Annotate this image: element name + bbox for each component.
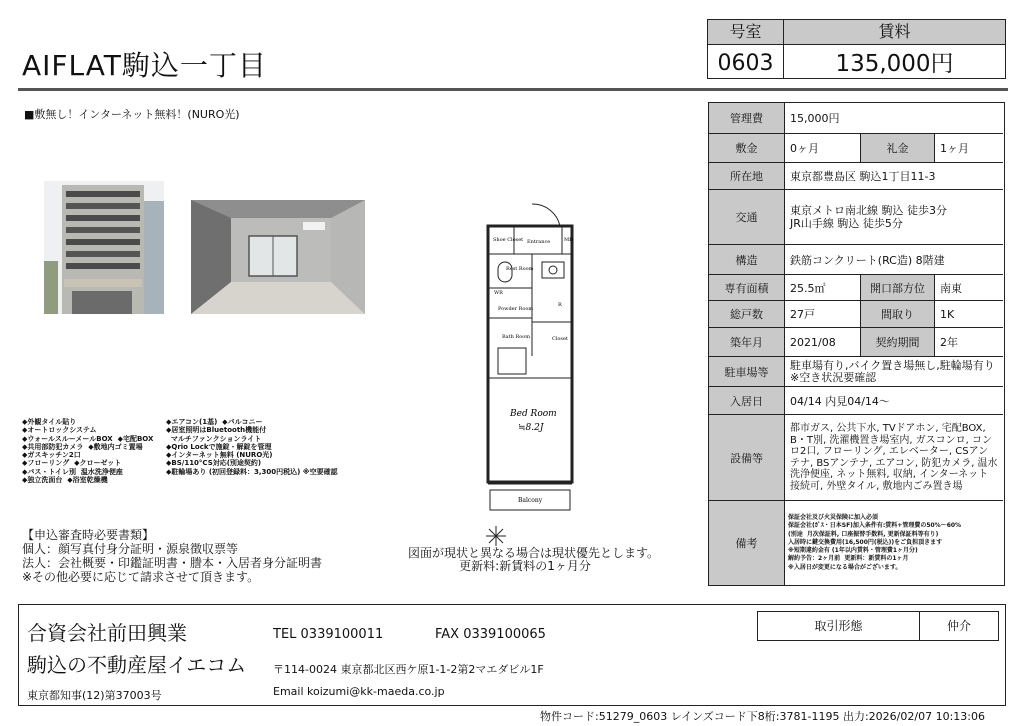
transaction-box xyxy=(757,611,999,641)
direction-label: 開口部方位 xyxy=(861,275,935,300)
transport-label: 交通 xyxy=(709,190,785,244)
fp-closet: Closet xyxy=(552,336,568,342)
built-label: 築年月 xyxy=(709,328,785,356)
tel-number: TEL 0339100011 xyxy=(273,627,384,642)
company-name: 合資会社前田興業 xyxy=(27,621,187,645)
title-divider xyxy=(18,88,1008,91)
fp-powder-room: Powder Room xyxy=(498,306,534,312)
company-email: Email koizumi@kk-maeda.co.jp xyxy=(273,685,445,698)
area-value: 25.5㎡ xyxy=(785,275,861,300)
layout-label: 間取り xyxy=(861,301,935,327)
layout-value: 1K xyxy=(940,307,955,321)
company-subtitle: 駒込の不動産屋イエコム xyxy=(27,653,247,677)
catch-copy: ■敷無し！インターネット無料！(NURO光) xyxy=(24,108,240,121)
row-kanrihi xyxy=(709,103,1003,134)
movein-label: 入居日 xyxy=(709,387,785,414)
company-address: 〒114-0024 東京都北区西ケ原1-1-2第2マエダビル1F xyxy=(273,663,544,676)
fp-bed-room: Bed Room xyxy=(510,409,557,419)
room-value: 0603 xyxy=(717,51,774,76)
rent-value: 135,000円 xyxy=(835,51,954,77)
structure-value: 鉄筋コンクリート(RC造) 8階建 xyxy=(790,253,945,267)
row-movein xyxy=(709,387,1003,415)
fp-rest-room: Rest Room xyxy=(506,266,534,272)
fp-balcony: Balcony xyxy=(518,497,543,504)
area-label: 専有面積 xyxy=(709,275,785,300)
required-documents: 【申込審査時必要書類】 個人：顔写真付身分証明・源泉徴収票等 法人：会社概要・印鑑証明書・謄本・入居者身分証明書 ※その他必要に応じて請求させて頂きます。 xyxy=(22,528,323,584)
reikin-label: 礼金 xyxy=(861,134,935,162)
direction-value: 南東 xyxy=(940,281,962,295)
row-structure xyxy=(709,245,1003,275)
address-label: 所在地 xyxy=(709,163,785,189)
parking-value: 駐車場有り,バイク置き場無し,駐輪場有り ※空き状況要確認 xyxy=(790,358,995,384)
room-label: 号室 xyxy=(708,20,783,45)
parking-label: 駐車場等 xyxy=(709,357,785,386)
shikikin-label: 敷金 xyxy=(709,134,785,162)
building-photo xyxy=(44,181,164,314)
fp-bed-room-size: ≒8.2J xyxy=(518,423,544,433)
property-title: AIFLAT駒込一丁目 xyxy=(22,49,267,82)
contract-label: 契約期間 xyxy=(861,328,935,356)
building-illustration xyxy=(44,181,164,314)
built-value: 2021/08 xyxy=(785,328,861,356)
transaction-label: 取引形態 xyxy=(758,612,920,640)
kanrihi-value: 15,000円 xyxy=(790,112,840,125)
property-info-table xyxy=(708,102,1005,586)
contract-value: 2年 xyxy=(940,336,958,349)
room-illustration xyxy=(191,200,365,314)
units-label: 総戸数 xyxy=(709,301,785,327)
fax-number: FAX 0339100065 xyxy=(435,627,546,642)
floor-plan xyxy=(480,196,580,514)
movein-value: 04/14 内見04/14～ xyxy=(790,394,890,408)
floor-plan-drawing xyxy=(480,196,580,514)
rent-label: 賃料 xyxy=(784,20,1005,45)
room-photo xyxy=(191,200,365,314)
company-footer xyxy=(18,604,1006,706)
transaction-value: 仲介 xyxy=(946,619,971,633)
address-value: 東京都豊島区 駒込1丁目11-3 xyxy=(790,170,936,183)
fp-shoe-closet: Shoe Closet xyxy=(493,237,524,243)
kanrihi-label: 管理費 xyxy=(709,103,785,133)
structure-label: 構造 xyxy=(709,245,785,274)
units-value: 27戸 xyxy=(785,301,861,327)
row-built xyxy=(709,328,1003,357)
fp-r: R xyxy=(558,302,562,308)
row-shikikin xyxy=(709,134,1003,163)
fp-wr: WR xyxy=(494,290,503,296)
notice: 図面が現状と異なる場合は現状優先とします。 更新料:新賃料の1ヶ月分 xyxy=(408,546,660,573)
row-parking xyxy=(709,357,1003,387)
row-address xyxy=(709,163,1003,190)
features-left: ◆外観タイル貼り ◆オートロックシステム ◆ウォールスルーメールBOX ◆宅配BOX ◆共用部防犯カメラ ◆敷地内ゴミ置場 ◆ガスキッチン2口 ◆フローリング ◆クローゼット ◆バス・トイレ別 温水洗浄便座 ◆独立洗面台 ◆浴室乾燥機 xyxy=(22,418,154,485)
row-transport xyxy=(709,190,1003,245)
remarks-value: 保証会社及び火災保険に加入必須 保証会社(ｶﾞｽ・日本SF)加入条件有:賃料+管理費の50%～60% (別途 月次保証料, 口座振替手数料, 更新保証料等有り) 入居時に鍵交換費用(16,500円(税込))をご負担頂きます ※短期違約金有 (1年以内賃料・管理費1ヶ月分) 解約予告：2ヶ月前 更新料：新賃料の1ヶ月 ※入居日が変更になる場合がございます。 xyxy=(788,514,962,571)
row-remarks xyxy=(709,501,1003,585)
equipment-value: 都市ガス, 公共下水, TVドアホン, 宅配BOX, B・T別, 洗濯機置き場室内, ガスコンロ, コンロ2口, フローリング, エレベーター, CSアンテナ, BSアンテナ, エアコン, 防犯カメラ, 温水洗浄便座, ネット無料, 収納, インターネット接続可, 外壁タイル, 敷地内ごみ置き場 xyxy=(790,423,998,492)
license-number: 東京都知事(12)第37003号 xyxy=(27,689,162,702)
transport-value: 東京メトロ南北線 駒込 徒歩3分 JR山手線 駒込 徒歩5分 xyxy=(790,204,947,230)
remarks-label: 備考 xyxy=(709,501,785,585)
compass-icon xyxy=(486,526,506,546)
equipment-label: 設備等 xyxy=(709,415,785,500)
reikin-value: 1ヶ月 xyxy=(940,142,969,155)
row-units xyxy=(709,301,1003,328)
rent-box xyxy=(783,19,1006,79)
codes-line: 物件コード:51279_0603 レインズコード下8桁:3781-1195 出力:2026/02/07 10:13:06 xyxy=(540,710,985,723)
row-equipment xyxy=(709,415,1003,501)
shikikin-value: 0ヶ月 xyxy=(785,134,861,162)
room-number-box xyxy=(707,19,784,79)
fp-entrance: Entrance xyxy=(527,239,551,245)
row-area xyxy=(709,275,1003,301)
fp-bath-room: Bath Room xyxy=(502,334,531,340)
fp-md: MD xyxy=(564,237,574,243)
features-right: ◆エアコン(1基) ◆バルコニー ◆居室照明はBluetooth機能付 マルチファンクションライト ◆Qrio Lockで施錠・解錠を管理 ◆インターネット無料 (NURO光) ◆BS/110°CS対応(別途契約) ◆駐輪場あり (初回登録料：3,300円税込) ※空要確認 xyxy=(166,418,338,476)
